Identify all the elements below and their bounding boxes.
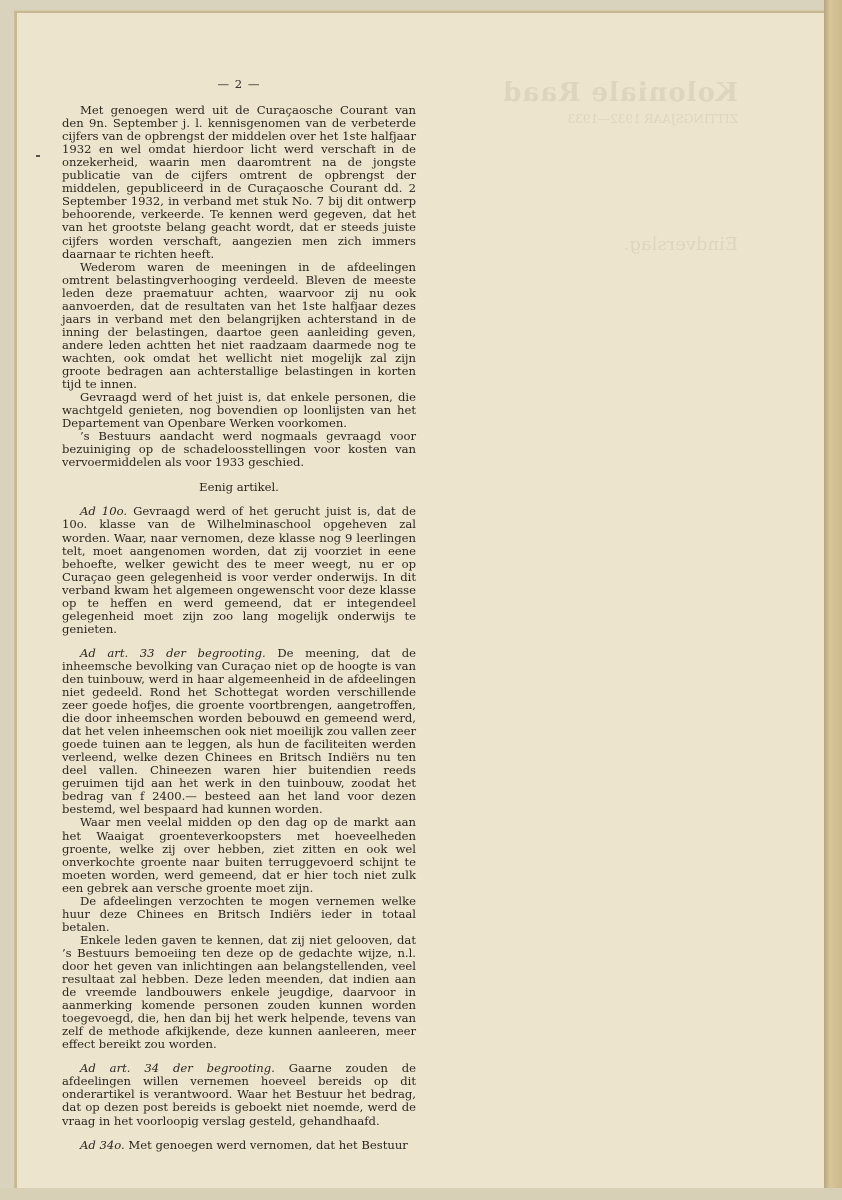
paper-edge-bottom <box>0 1188 842 1200</box>
ad-34o-label: Ad 34o. <box>80 1137 125 1152</box>
intro-paragraph: ’s Bestuurs aandacht werd nogmaals gevraagd voor bezuiniging op de schadeloosstellingen voor kosten van vervoermiddelen als voor 1933 geschied. <box>62 429 416 470</box>
ad-art-34-text: Gaarne zouden de afdeelingen willen vernemen hoeveel bereids op dit onderartikel is verantwoord. Waar het Bestuur het bedrag, dat op dezen post bereids is geboekt niet noemde, werd de vraag in het voorloopig verslag gesteld, gehandhaafd. <box>62 1061 417 1128</box>
ad-10o-paragraph <box>62 505 416 635</box>
ad-art-33-label: Ad art. 33 der begrooting. <box>80 645 266 660</box>
page-number: — 2 — <box>217 77 261 91</box>
bleed-subtitle: ZITTINGSJAAR 1932—1933 <box>567 112 738 126</box>
ad-art-34-paragraph <box>62 1062 416 1127</box>
ad-10o-text: Gevraagd werd of het gerucht juist is, dat de 10o. klasse van de Wilhelminaschool opgeheven zal worden. Waar, naar vernomen, deze klasse nog 9 leerlingen telt, moet aangenomen worden, dat zij voorziet in eene behoefte, welker gewicht des te meer weegt, nu er op Curaçao geen gelegenheid is voor verder onderwijs. In dit verband kwam het algemeen ongewenscht voor deze klasse op te heffen en werd gemeend, dat er integendeel gelegenheid moet zijn zoo lang mogelijk onderwijs te genieten. <box>62 504 417 636</box>
ad-34o-text: Met genoegen werd vernomen, dat het Bestuur <box>128 1137 408 1152</box>
ad-34o-paragraph <box>62 1139 416 1152</box>
ad-art-33-paragraph <box>62 647 416 817</box>
intro-paragraph: Gevraagd werd of het juist is, dat enkele personen, die wachtgeld genieten, nog bovendien op loonlijsten van het Departement van Openbare Werken voorkomen. <box>62 390 416 431</box>
ad-art-33-paragraph: Waar men veelal midden op den dag op de markt aan het Waaigat groenteverkoopsters met hoeveelheden groente, welke zij over hebben, ziet zitten en ook wel onverkochte groente naar buiten terruggevoerd schijnt te moeten worden, werd gemeend, dat er hier toch niet zulk een gebrek aan versche groente moet zijn. <box>62 815 416 895</box>
intro-paragraph: Wederom waren de meeningen in de afdeelingen omtrent belastingverhooging verdeeld. Bleven de meeste leden deze praematuur achten, waarvoor zij nu ook aanvoerden, dat de resultaten van het 1ste halfjaar dezes jaars in verband met den belangrijken achterstand in de inning der belastingen, daartoe geen aanleiding geven, andere leden achtten het niet raadzaam daarmede nog te wachten, ook omdat het wellicht niet mogelijk zal zijn groote bedragen aan achterstallige belastingen in korten tijd te innen. <box>62 259 416 392</box>
bleed-label: Eindverslag. <box>623 234 738 255</box>
paper-edge-right <box>824 0 842 1200</box>
margin-mark <box>36 155 40 157</box>
section-heading: Eenig artikel. <box>199 480 279 495</box>
intro-paragraph: Met genoegen werd uit de Curaçaosche Courant van den 9n. September j. l. kennisgenomen van de verbeterde cijfers van de opbrengst der middelen over het 1ste halfjaar 1932 en wel omdat hierdoor licht werd verschaft in de onzekerheid, waarin men daaromtrent na de jongste publicatie van de cijfers omtrent de opbrengst der middelen, gepubliceerd in de Curaçaosche Courant dd. 2 September 1932, in verband met stuk No. 7 bij dit ontwerp behoorende, verkeerde. Te kennen werd gegeven, dat het van het grootste belang geacht wordt, dat er steeds juiste cijfers worden verschaft, aangezien men zich immers daarnaar te richten heeft. <box>62 103 416 261</box>
ad-10o-label: Ad 10o. <box>80 504 128 519</box>
ad-art-33-paragraph: Enkele leden gaven te kennen, dat zij niet gelooven, dat ’s Bestuurs bemoeiing ten deze op de gedachte wijze, n.l. door het geven van inlichtingen aan belangstellenden, veel resultaat zal hebben. Deze leden meenden, dat indien aan de vreemde landbouwers enkele jeugdige, daarvoor in aanmerking komende personen zouden kunnen worden toegevoegd, die, hen dan bij het werk helpende, tevens van zelf de methode afkijkende, deze kunnen aanleeren, meer effect bereikt zou worden. <box>62 932 416 1052</box>
bleed-title: Koloniale Raad <box>502 78 738 108</box>
ad-art-34-label: Ad art. 34 der begrooting. <box>80 1061 275 1076</box>
ad-art-33-text: De meening, dat de inheemsche bevolking van Curaçao niet op de hoogte is van den tuinbouw, werd in haar algemeenheid in de afdeelingen niet gedeeld. Rond het Schottegat worden verschillende zeer goede hofjes, die groente voortbrengen, aangetroffen, die door inheemschen worden bebouwd en gemeend werd, dat het velen inheemschen ook niet moeilijk zou vallen zeer goede tuinen aan te leggen, als hun de faciliteiten werden verleend, welke dezen Chinees en Britsch Indiërs nu ten deel vallen. Chineezen waren hier buitendien reeds geruimen tijd aan het werk in den tuinbouw, zoodat het bedrag van f 2400.— besteed aan het land voor dezen bestemd, wel bespaard had kunnen worden. <box>62 645 417 817</box>
bleed-through-text <box>488 78 738 258</box>
ad-art-33-paragraph: De afdeelingen verzochten te mogen vernemen welke huur deze Chinees en Britsch Indiërs ieder in totaal betalen. <box>62 893 416 934</box>
document-body <box>62 78 416 1152</box>
